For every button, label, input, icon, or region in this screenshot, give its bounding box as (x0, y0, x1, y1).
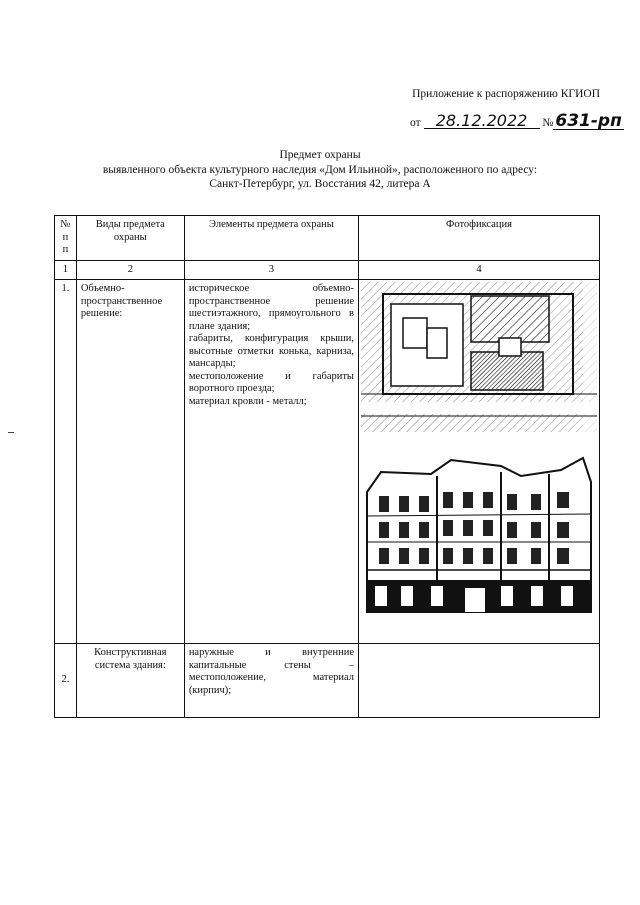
row-type: Конструктивная система здания: (76, 644, 184, 718)
row-type: Объемно-пространственное решение: (76, 280, 184, 644)
protection-table (54, 215, 600, 718)
col-num-4: 4 (359, 260, 600, 280)
photo-cell (359, 644, 600, 718)
facade-photo (361, 452, 597, 620)
row-number: 2. (55, 644, 77, 718)
order-number: 631-рп (555, 111, 622, 131)
element-item: материал кровли - металл; (188, 395, 307, 407)
number-label: № (542, 117, 554, 129)
title-line-2: выявленного объекта культурного наследия «Дом Ильиной», расположенного по адресу: (102, 163, 538, 176)
document-title (60, 148, 580, 192)
header-number: № п п (55, 216, 77, 261)
table-row (55, 644, 600, 718)
table-row (55, 280, 600, 644)
element-item: историческое объемно-пространственное решение шестиэтажного, прямоугольного в плане здания; (188, 283, 354, 332)
header-elements: Элементы предмета охраны (184, 216, 358, 261)
order-reference (410, 113, 624, 130)
col-num-1: 1 (55, 260, 77, 280)
appendix-heading: Приложение к распоряжению КГИОП (412, 88, 600, 100)
margin-mark (8, 432, 14, 433)
row-elements (184, 280, 358, 644)
from-label: от (410, 117, 421, 129)
header-type: Виды предмета охраны (76, 216, 184, 261)
photo-cell (359, 280, 600, 644)
row-number: 1. (55, 280, 77, 644)
title-line-1: Предмет охраны (279, 149, 361, 161)
element-item: габариты, конфигурация крыши, высотные отметки конька, карниза, мансарды; (188, 333, 354, 369)
order-date: 28.12.2022 (424, 113, 540, 129)
header-photo: Фотофиксация (359, 216, 600, 261)
col-num-2: 2 (76, 260, 184, 280)
row-elements (184, 644, 358, 718)
element-item: наружные и внутренние капитальные стены – местоположение, материал (кирпич); (188, 647, 354, 696)
site-plan-image (361, 282, 597, 432)
table-header-row (55, 216, 600, 261)
element-item: местоположение и габариты воротного проезда; (188, 370, 354, 394)
title-line-3: Санкт-Петербург, ул. Восстания 42, литера А (209, 178, 431, 190)
column-number-row (55, 260, 600, 280)
col-num-3: 3 (184, 260, 358, 280)
